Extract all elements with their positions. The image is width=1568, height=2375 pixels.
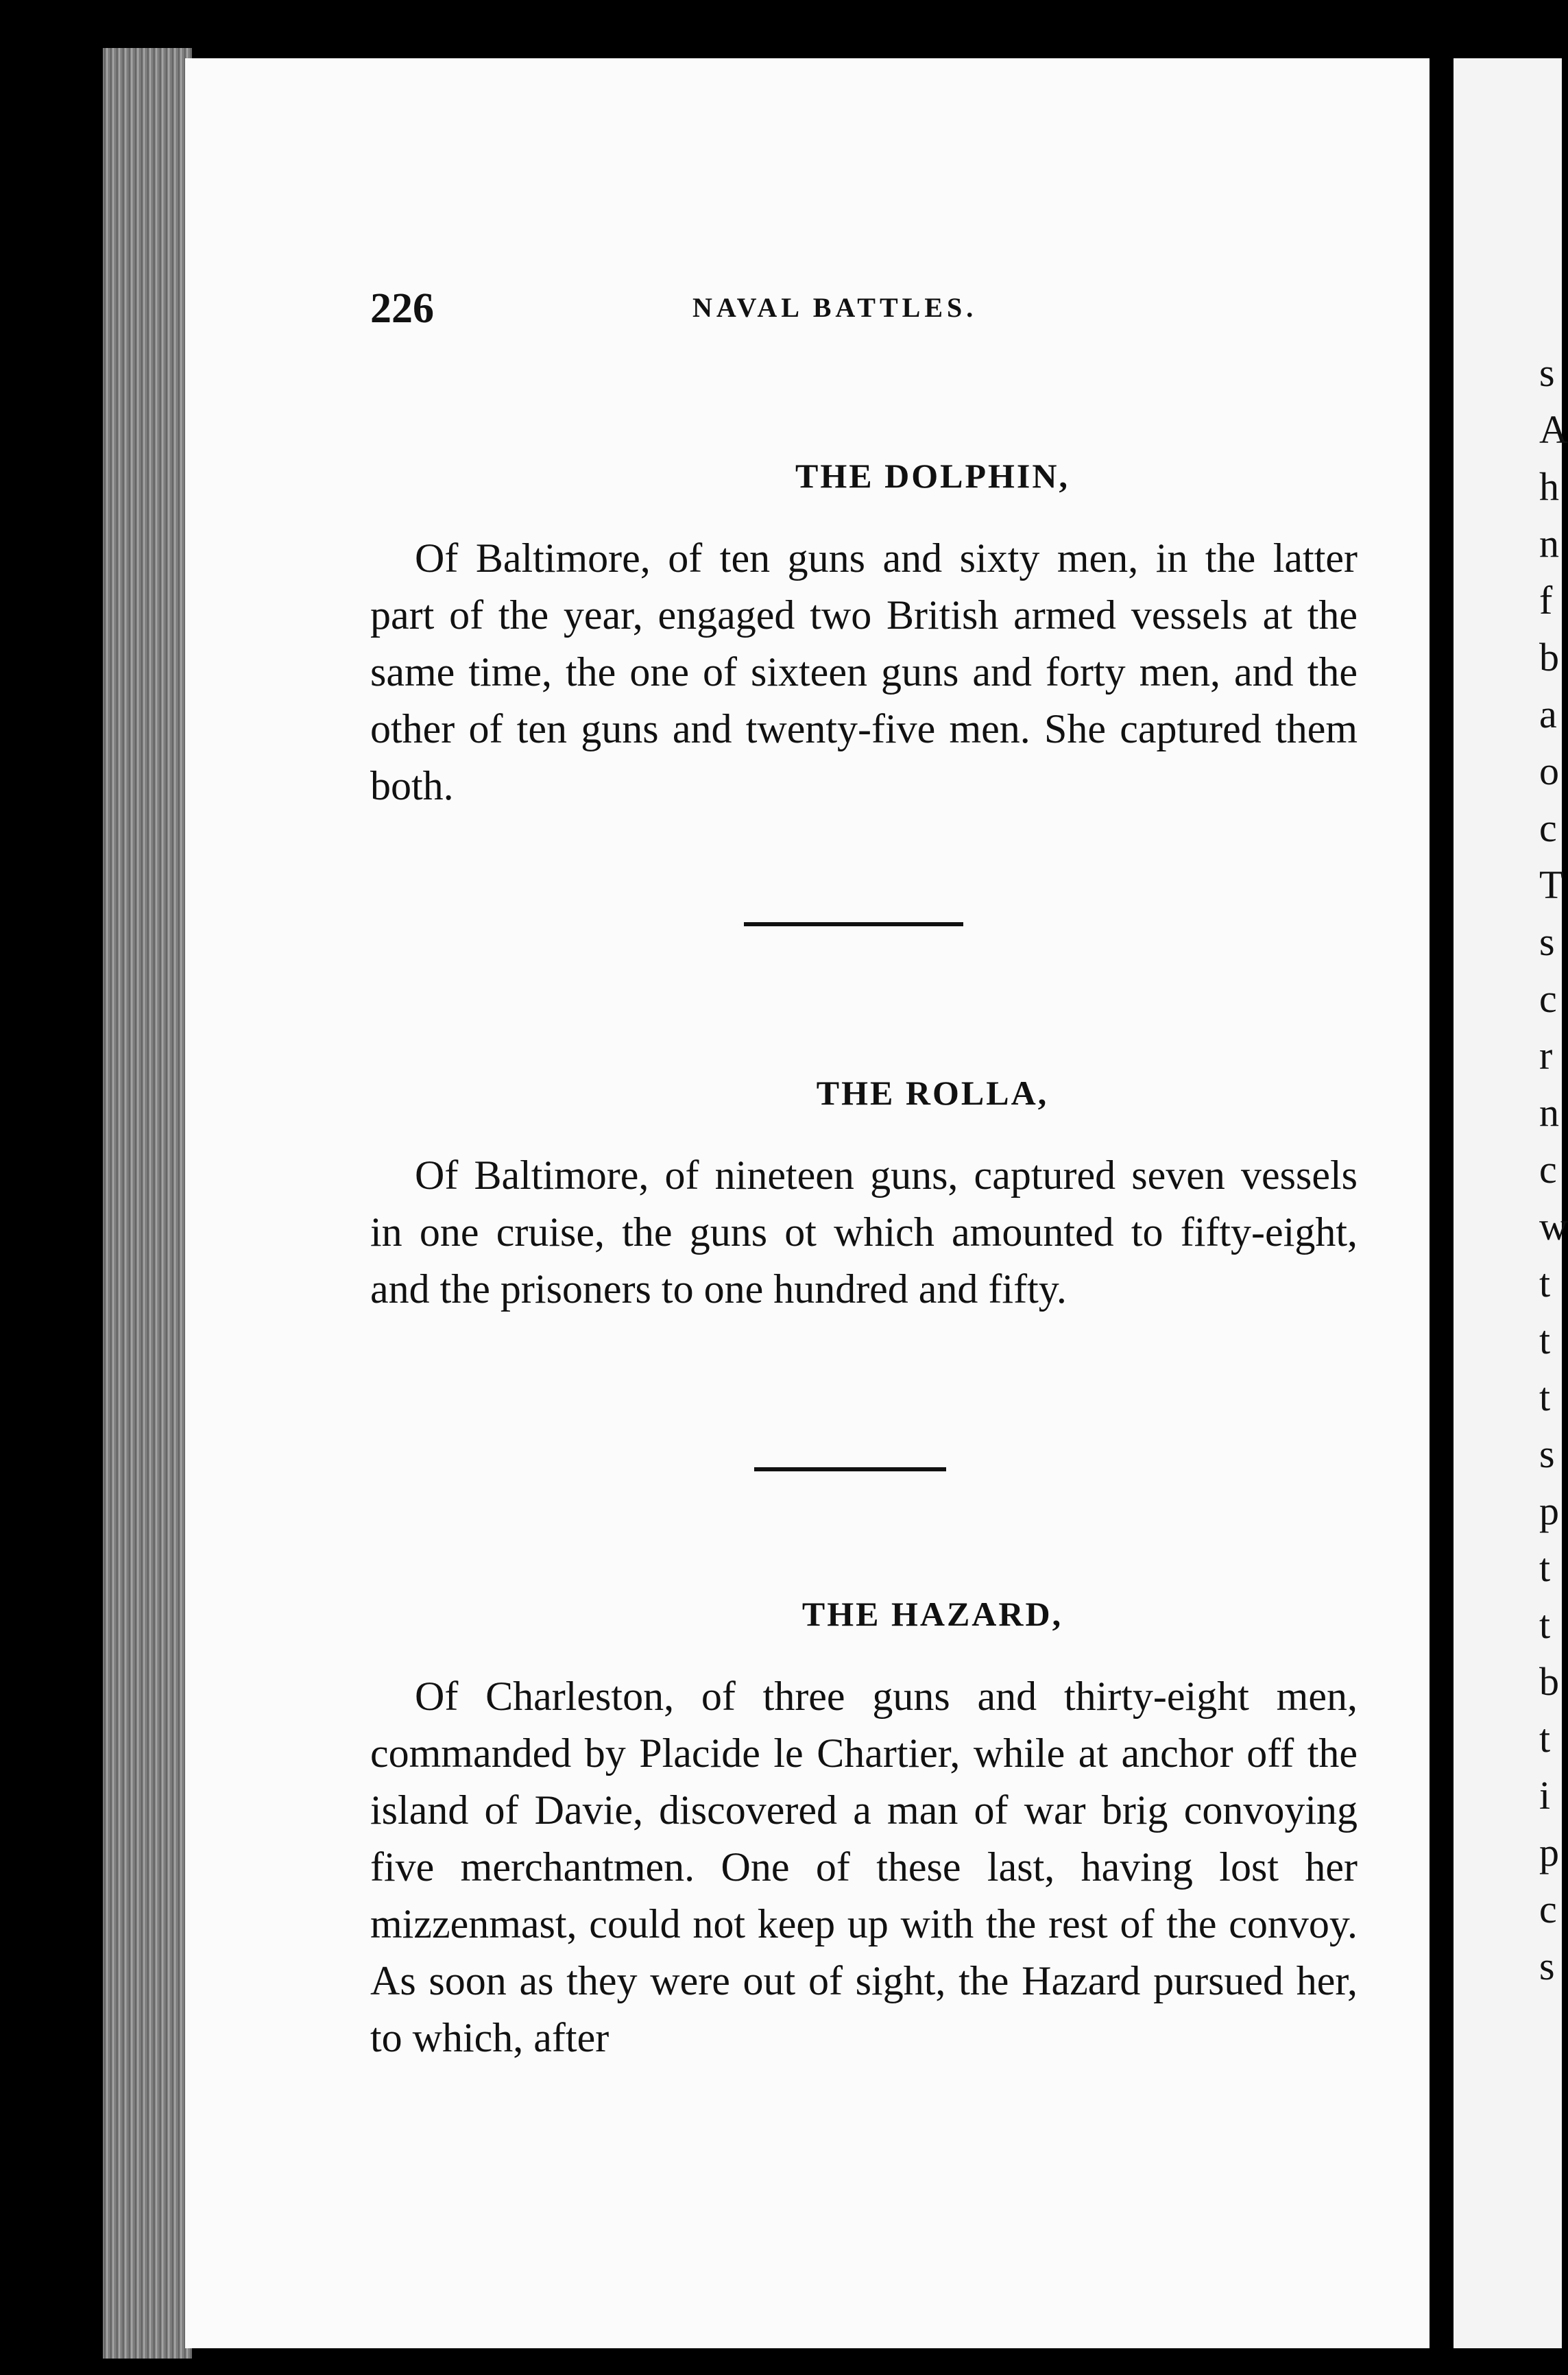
section-title: THE ROLLA, xyxy=(816,1074,1049,1112)
section-divider xyxy=(744,922,963,926)
facing-page-letter: T xyxy=(1539,863,1564,907)
facing-page-letter: a xyxy=(1539,692,1557,736)
facing-page-letter: h xyxy=(1539,464,1559,509)
facing-page-letter: s xyxy=(1539,1432,1555,1476)
section-body: Of Baltimore, of ten guns and sixty men, in the latter part of the year, engaged two British armed vessels at the same time, the one of sixteen guns and forty men, and the other of ten guns and twenty-five men. She captured them both. xyxy=(370,535,1358,808)
section-title: THE DOLPHIN, xyxy=(795,457,1070,495)
facing-page-letter: s xyxy=(1539,919,1555,964)
section-rolla xyxy=(370,1073,1358,1359)
section-title: THE HAZARD, xyxy=(801,1595,1063,1633)
facing-page-letter: n xyxy=(1539,521,1559,566)
facing-page-letter: s xyxy=(1539,350,1555,395)
section-hazard xyxy=(370,1594,1358,2108)
facing-page-letter: b xyxy=(1539,635,1559,679)
facing-page-letter: c xyxy=(1539,1887,1557,1931)
facing-page-letter: t xyxy=(1539,1375,1551,1419)
facing-page-letter: s xyxy=(1539,1944,1555,1988)
facing-page-letter: t xyxy=(1539,1261,1551,1305)
running-head xyxy=(370,285,1056,339)
facing-page-letter: t xyxy=(1539,1545,1551,1590)
facing-page-letter: f xyxy=(1539,578,1553,623)
facing-page-letter: c xyxy=(1539,976,1557,1021)
facing-page-letter: c xyxy=(1539,1147,1557,1192)
section-dolphin xyxy=(370,456,1358,856)
facing-page-letter: r xyxy=(1539,1033,1553,1078)
facing-page-letter: A xyxy=(1539,407,1568,452)
facing-page-strip xyxy=(1454,58,1568,2348)
facing-page-letter: t xyxy=(1539,1716,1551,1761)
section-body: Of Charleston, of three guns and thirty-eight men, commanded by Placide le Chartier, while at anchor off the island of Davie, discovered a man of war brig convoying five merchantmen. One of these last, having lost her mizzenmast, could not keep up with the rest of the convoy. As soon as they were out of sight, the Hazard pursued her, to which, after xyxy=(370,1674,1358,2060)
facing-page-letter: w xyxy=(1539,1204,1568,1249)
facing-page-letter: n xyxy=(1539,1090,1559,1135)
facing-page-letter: c xyxy=(1539,806,1557,850)
page-edge-leaves xyxy=(103,48,192,2359)
section-body: Of Baltimore, of nineteen guns, captured seven vessels in one cruise, the guns ot which amounted to fifty-eight, and the prisoners to one hundred and fifty. xyxy=(370,1153,1358,1312)
facing-page-letter: t xyxy=(1539,1318,1551,1362)
facing-page-letter: p xyxy=(1539,1488,1559,1533)
facing-page-letter: o xyxy=(1539,749,1559,793)
section-divider xyxy=(754,1467,946,1471)
facing-page-letter: p xyxy=(1539,1830,1559,1874)
facing-page-letter: t xyxy=(1539,1602,1551,1647)
facing-page-letter: i xyxy=(1539,1773,1551,1818)
page-number: 226 xyxy=(370,285,434,332)
facing-page-letter: b xyxy=(1539,1659,1559,1704)
running-title: NAVAL BATTLES. xyxy=(692,292,978,323)
